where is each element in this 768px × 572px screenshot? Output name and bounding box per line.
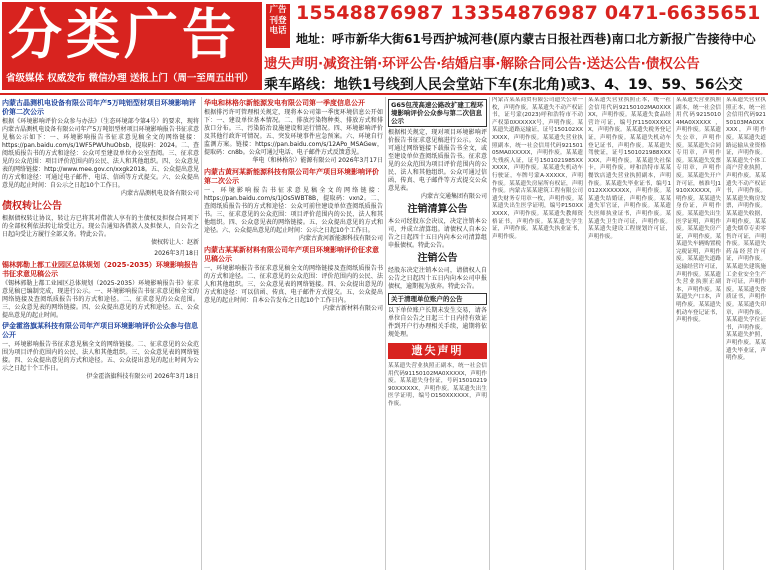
notice-body: 一、环境影响报告书征求意见稿全文的网络链接。二、征求意见的公众范围为项目评价范围内的公民、法人和其他组织。三、公众意见表的网络链接。四、公众提出意见的方式和途径。五、公众提出意见的起止时间为公示之日起十个工作日。: [2, 341, 199, 372]
notice-body: 以下单位账户长期未发生交易，请各单位自公告之日起三十日内持有效证件到开户行办理相关手续，逾期将依规处理。: [388, 307, 487, 338]
section-heading: 注销公告: [417, 253, 458, 264]
notice-signature: 伊金霍洛旗科技有限公司 2026年3月18日: [86, 373, 199, 380]
column-4: [490, 97, 586, 570]
header-divider: [0, 93, 768, 95]
brand-slogan: 省级媒体 权威发布 微信办理 送报上门（周一至周五出刊）: [6, 73, 254, 84]
notice-signature: 内蒙古黄河新能源科技有限公司: [298, 235, 383, 242]
notice-title: G65包茂高速公路改扩建工程环境影响评价公众参与第二次信息公示: [388, 99, 487, 127]
notice-title: 锡林郭勒上都工业园区总体规划（2025-2035）环境影响报告书征求意见稿公示: [2, 261, 198, 278]
notice-date: 2026年3月18日: [154, 250, 199, 257]
column-5: [586, 97, 674, 570]
notice-title: 伊金霍洛旗某科技有限公司年产项目环境影响评价公众参与信息公开: [2, 322, 198, 339]
phone-numbers: 15548876987 13354876987 0471-6635651: [296, 2, 761, 24]
notice-body: 根据相关规定，现对项目环境影响评价报告书征求意见稿进行公示。公众可通过网络链接下载报告书全文，或至建设单位查阅纸质报告书。征求意见的公众范围为项目评价范围内的公民、法人和其他组织。公众可通过信函、传真、电子邮件等方式提交公众意见表。: [388, 129, 487, 192]
section-heading: 注销清算公告: [407, 204, 468, 215]
notice-signature: 内蒙古新材料有限公司: [322, 305, 383, 312]
notice-body: 根据《环境影响评价公众参与办法》（生态环境部令第4号）的要求，现将内蒙古晶测机电设备有限公司年产5万吨铝型材项目环境影响报告书征求意见稿公示如下：一、环境影响报告书征求意见稿全文的网络链接：https://pan.baidu.com/s/1WF5PWUhuObsb，提取码：2024。二、查阅纸质报告书的方式和途径：公众可至建设单位办公室查阅。三、征求意见的公众范围：项目评价范围内的公民、法人和其他组织。四、公众意见表的网络链接：http://www.mee.gov.cn/xxgk2018。五、公众提出意见的方式和途径：可通过电子邮件、电话、信函等方式提交。六、公众提出意见的起止时间：自公示之日起10个工作日。: [2, 118, 199, 189]
notice-body: 一、环境影响报告书征求意见稿全文的网络链接：https://pan.baidu.com/s/1jOs5WBT8B，提取码：vxn2。二、查阅纸质报告书的方式和途径：公众可前往建设单位查阅纸质报告书。三、征求意见的公众范围：项目评价范围内的公民、法人和其他组织。四、公众意见表的网络链接。五、公众提出意见的方式和途径。六、公众提出意见的起止时间：公示之日起10个工作日。: [204, 187, 383, 234]
column-3: [386, 97, 490, 570]
hotline-tag: 广告刊登电话: [266, 4, 290, 48]
notice-signature: 内蒙古交通集团有限公司: [420, 193, 487, 200]
service-list: 遗失声明·减资注销·环评公告·结婚启事·解除合同公告·送达公告·债权公告: [264, 56, 700, 72]
brand-box: [2, 2, 262, 90]
notice-body: 根据债权转让协议，转让方已将其对借款人享有的主债权及担保合同项下的全部权利依法转让给受让方。现公告通知各借款人及担保人，自公告之日起向受让方履行全部义务。特此公告。: [2, 215, 199, 238]
page-title: 分类广告: [8, 3, 240, 66]
notice-body: 经股东决定注销本公司，请债权人自公告之日起四十五日内向本公司申报债权，逾期视为放弃。特此公告。: [388, 267, 487, 290]
notice-title: 华电和林格尔新能源发电有限公司第一季度信息公开: [204, 99, 365, 107]
notice-title: 内蒙古黄河某新能源科技有限公司年产项目环境影响评价第二次公示: [204, 168, 379, 185]
notice-title: 内蒙古晶测机电设备有限公司年产5万吨铝型材项目环境影响评价第二次公示: [2, 99, 196, 116]
column-1: [0, 97, 202, 570]
office-address: 地址：呼市新华大街61号西护城河巷(原内蒙古日报社西巷)南口北方新报广告接待中心: [296, 32, 756, 46]
notice-signature: 债权转让人：赵新: [150, 239, 199, 246]
transit-directions: 乘车路线：地铁1号线到人民会堂站下车(东北角)或3、4、19、59、56公交: [264, 77, 743, 93]
lost-notice-list: 某某遗失营业执照副本，统一社会信用代码92150104MA0XXXXX，声明作废。某某遗失公章，声明作废。某某遗失合同专用章，声明作废。某某遗失发票专用章，声明作废。某某遗失开户许可证，核准号J1910XXXXXX，声明作废。某某遗失身份证，声明作废。某某遗失出生医学证明，声明作废。某某遗失房产证，声明作废。某某遗失车辆购置税完税证明，声明作废。某某遗失道路运输经营许可证，声明作废。某某遗失营业执照正副本，声明作废。某某遗失户口本，声明作废。某某遗失机动车登记证书，声明作废。: [676, 97, 721, 324]
lost-notice-list: 某某遗失营业执照正副本，统一社会信用代码91150102MA0XXXXX，声明作废。某某遗失身份证，号码1501021990XXXXXX，声明作废。某某遗失出生医学证明，编号O150XXXXXX，声明作废。: [388, 363, 487, 407]
notice-body: 一、环境影响报告书征求意见稿全文的网络链接及查阅纸质报告书的方式和途径。二、征求意见的公众范围：评价范围内的公民、法人和其他组织。三、公众意见表的网络链接。四、公众提出意见的方式和途径：可以信函、传真、电子邮件方式提交。五、公众提出意见的起止时间：自本公告发布之日起10个工作日内。: [204, 265, 383, 304]
lost-notice-banner: 遗失声明: [388, 343, 487, 359]
lost-notice-list: 内蒙古某某商贸有限公司遗失公章一枚，声明作废。某某遗失不动产权证书，证号蒙(2023)呼和浩特市不动产权第0XXXXXX号，声明作废。某某遗失道路运输证，证号150102XXXXXX，声明作废。某某遗失营业执照副本，统一社会信用代码92150105MA0XXXXX，声明作废。某某遗失残疾人证，证号1501021985XXXXXX，声明作废。某某遗失机动车行驶证，车牌号蒙A·XXXXX，声明作废。某某遗失房屋所有权证，声明作废。内蒙古某某建筑工程有限公司遗失财务专用章一枚，声明作废。某某遗失出生医学证明，编号P150XXXXXX，声明作废。某某遗失教师资格证书，声明作废。某某遗失学生证，声明作废。某某遗失执业证书，声明作废。: [492, 97, 583, 240]
section-heading: 债权转让公告: [2, 201, 62, 212]
notice-body: 本公司经股东会决议，决定注销本公司，并成立清算组。请债权人自本公告之日起四十五日内向本公司清算组申报债权。特此公告。: [388, 218, 487, 249]
lost-notice-list: 某某遗失营业执照正本，统一社会信用代码92150103MA0XXXXX，声明作废。某某遗失道路运输从业资格证，声明作废。某某遗失个体工商户营业执照，声明作废。某某遗失不动产权证书，声明作废。某某遗失购房发票，声明作废。某某遗失收据，声明作废。某某遗失烟草专卖零售许可证，声明作废。某某遗失药品经营许可证，声明作废。某某遗失建筑施工企业安全生产许可证，声明作废。某某遗失资质证书，声明作废。某某遗失印章，声明作废。某某遗失学位证书，声明作废。某某遗失护照，声明作废。某某遗失毕业证，声明作废。: [726, 97, 766, 362]
notice-title: 关于清理单位账户的公告: [388, 293, 487, 305]
notice-signature: 华电（和林格尔）能源有限公司 2026年3月17日: [252, 157, 383, 164]
lost-notice-list: 某某遗失营业执照正本，统一社会信用代码92150102MA0XXXXX，声明作废。某某遗失食品经营许可证，编号JY1150XXXXXX，声明作废。某某遗失税务登记证，声明作废。某某遗失机动车登记证书，声明作废。某某遗失驾驶证，证号1501021988XXXXXX，声明作废。某某遗失社保卡，声明作废。呼和浩特市某某餐饮店遗失营业执照副本，声明作废。某某遗失毕业证书，编号1012XXXXXXXX，声明作废。某某遗失结婚证，声明作废。某某遗失军官证，声明作废。某某遗失医师执业证书，声明作废。某某遗失卫生许可证，声明作废。某某遗失建设工程规划许可证，声明作废。: [588, 97, 671, 240]
column-2: [202, 97, 386, 570]
column-7: [724, 97, 768, 570]
notice-signature: 内蒙古晶测机电设备有限公司: [120, 190, 199, 197]
notice-body: 根据排污许可管理相关规定，现将本公司第一季度环境信息公开如下：一、建设单位基本情况。二、排放污染物种类、排放方式和排放口分布。三、污染防治设施建设和运行情况。四、环境影响评价及其他行政许可情况。五、突发环境事件应急预案。六、环境自行监测方案。链接：https://pan.baidu.com/s/12APo_MSAGew，提取码：cn8b。公众可通过电话、电子邮件方式反馈意见。: [204, 109, 383, 156]
notice-title: 内蒙古某某新材料有限公司年产项目环境影响评价征求意见稿公示: [204, 246, 379, 263]
masthead: [0, 0, 768, 92]
column-6: [674, 97, 724, 570]
notice-body: 《锡林郭勒上都工业园区总体规划（2025-2035）环境影响报告书》征求意见稿已编制完成，现进行公示。一、环境影响报告书征求意见稿全文的网络链接及查阅纸质报告书的方式和途径。二、征求意见的公众范围。三、公众意见表的网络链接。四、公众提出意见的方式和途径。五、公众提出意见的起止时间。: [2, 280, 199, 319]
